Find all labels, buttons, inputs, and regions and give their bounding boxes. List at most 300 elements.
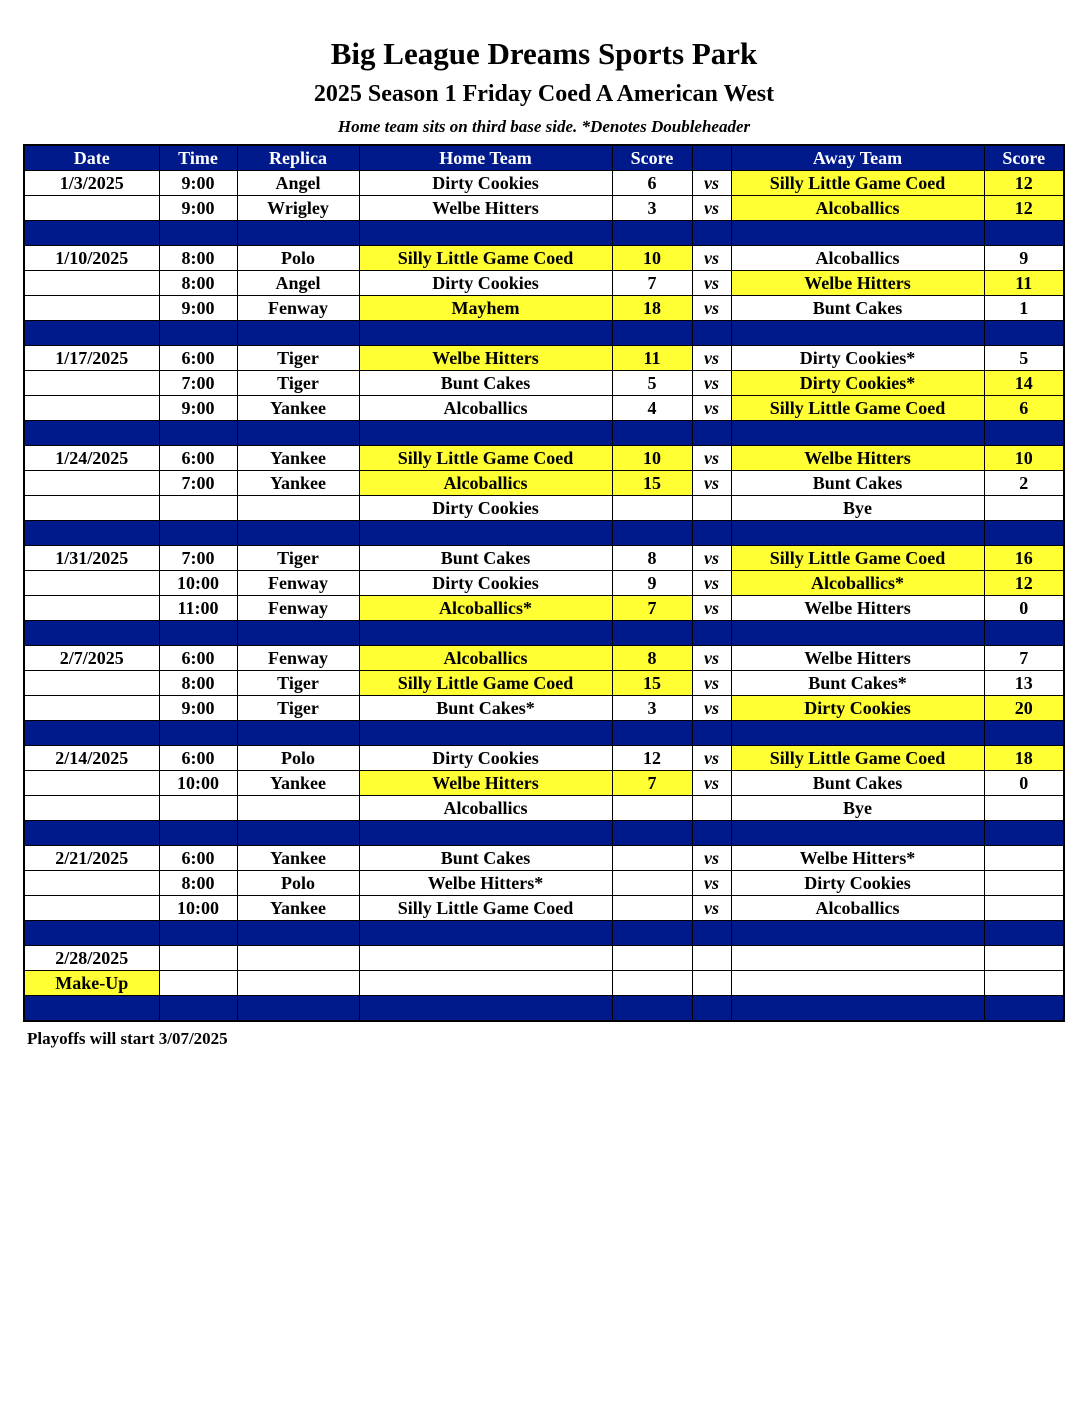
separator-cell [159,996,237,1022]
cell-time: 9:00 [159,296,237,321]
cell-away-score: 7 [984,646,1064,671]
cell-replica [237,971,359,996]
cell-date [24,796,159,821]
cell-away-score: 13 [984,671,1064,696]
cell-vs: vs [692,246,731,271]
cell-home-score [612,846,692,871]
separator-cell [159,421,237,446]
cell-replica: Yankee [237,396,359,421]
separator-cell [612,321,692,346]
cell-away-team: Alcoballics [731,196,984,221]
cell-date: 2/7/2025 [24,646,159,671]
cell-time: 6:00 [159,846,237,871]
cell-replica: Angel [237,271,359,296]
cell-home-team: Welbe Hitters [359,196,612,221]
cell-date [24,896,159,921]
separator-cell [24,721,159,746]
col-home-score: Score [612,145,692,171]
table-row [24,871,1064,896]
cell-vs [692,946,731,971]
separator-cell [359,521,612,546]
cell-time: 6:00 [159,346,237,371]
table-row [24,396,1064,421]
table-row [24,971,1064,996]
cell-vs: vs [692,846,731,871]
separator-cell [359,721,612,746]
cell-home-team: Dirty Cookies [359,271,612,296]
cell-date: 1/3/2025 [24,171,159,196]
col-time: Time [159,145,237,171]
cell-away-team: Dirty Cookies* [731,346,984,371]
separator-cell [159,921,237,946]
cell-home-team: Bunt Cakes [359,371,612,396]
cell-vs [692,971,731,996]
cell-away-team: Dirty Cookies [731,871,984,896]
cell-replica: Tiger [237,546,359,571]
cell-home-score [612,946,692,971]
cell-replica: Fenway [237,296,359,321]
cell-time [159,496,237,521]
cell-away-score: 10 [984,446,1064,471]
cell-replica: Angel [237,171,359,196]
separator-cell [731,996,984,1022]
cell-home-score [612,896,692,921]
separator-cell [237,221,359,246]
cell-home-team [359,946,612,971]
cell-replica [237,946,359,971]
cell-away-score: 5 [984,346,1064,371]
cell-date: 1/17/2025 [24,346,159,371]
cell-vs: vs [692,871,731,896]
schedule-body [24,171,1064,1022]
cell-home-team: Silly Little Game Coed [359,446,612,471]
cell-away-team: Bunt Cakes [731,771,984,796]
separator-row [24,621,1064,646]
separator-cell [692,821,731,846]
cell-vs [692,796,731,821]
cell-home-score: 9 [612,571,692,596]
separator-cell [359,421,612,446]
separator-cell [692,621,731,646]
separator-cell [692,996,731,1022]
separator-cell [692,521,731,546]
separator-cell [24,421,159,446]
table-row [24,796,1064,821]
cell-vs: vs [692,396,731,421]
cell-home-score: 8 [612,646,692,671]
cell-date: Make-Up [24,971,159,996]
cell-away-team: Welbe Hitters [731,271,984,296]
cell-away-score: 2 [984,471,1064,496]
table-row [24,546,1064,571]
cell-time: 9:00 [159,171,237,196]
separator-cell [612,996,692,1022]
cell-date [24,496,159,521]
table-row [24,696,1064,721]
separator-cell [692,921,731,946]
separator-cell [984,721,1064,746]
col-away-team: Away Team [731,145,984,171]
cell-vs: vs [692,646,731,671]
cell-date: 1/31/2025 [24,546,159,571]
separator-cell [159,521,237,546]
separator-cell [24,921,159,946]
cell-home-score [612,496,692,521]
cell-date: 2/21/2025 [24,846,159,871]
separator-cell [359,221,612,246]
cell-home-score: 4 [612,396,692,421]
separator-cell [237,521,359,546]
table-row [24,346,1064,371]
cell-away-team: Silly Little Game Coed [731,171,984,196]
cell-date [24,396,159,421]
separator-cell [24,621,159,646]
cell-vs: vs [692,546,731,571]
cell-vs: vs [692,271,731,296]
cell-away-score: 16 [984,546,1064,571]
cell-away-score: 0 [984,771,1064,796]
cell-date [24,271,159,296]
page-title: Big League Dreams Sports Park [330,36,758,71]
separator-cell [612,521,692,546]
cell-time: 7:00 [159,371,237,396]
table-row [24,271,1064,296]
cell-date [24,671,159,696]
cell-home-score: 3 [612,196,692,221]
cell-time: 8:00 [159,271,237,296]
cell-home-score: 5 [612,371,692,396]
separator-cell [237,621,359,646]
cell-away-team: Bunt Cakes [731,471,984,496]
cell-home-score: 15 [612,471,692,496]
cell-home-team: Alcoballics [359,796,612,821]
separator-cell [731,521,984,546]
separator-row [24,921,1064,946]
cell-home-team [359,971,612,996]
cell-date: 1/10/2025 [24,246,159,271]
cell-replica: Tiger [237,671,359,696]
table-row [24,746,1064,771]
cell-replica [237,496,359,521]
cell-away-team: Welbe Hitters [731,646,984,671]
separator-cell [692,721,731,746]
cell-replica: Yankee [237,471,359,496]
cell-away-score [984,496,1064,521]
table-row [24,296,1064,321]
cell-away-team: Alcoballics [731,246,984,271]
cell-away-score [984,896,1064,921]
cell-home-score: 6 [612,171,692,196]
separator-cell [612,221,692,246]
schedule-note: Home team sits on third base side. *Denotes Doubleheader [337,117,751,136]
cell-replica: Tiger [237,346,359,371]
cell-home-score: 10 [612,246,692,271]
page-subtitle: 2025 Season 1 Friday Coed A American West [313,81,775,107]
table-row [24,446,1064,471]
table-row [24,596,1064,621]
cell-home-team: Alcoballics [359,646,612,671]
cell-away-team: Alcoballics* [731,571,984,596]
schedule-table [23,144,1065,1022]
cell-home-team: Dirty Cookies [359,571,612,596]
cell-date [24,296,159,321]
cell-home-team: Welbe Hitters* [359,871,612,896]
separator-cell [159,321,237,346]
cell-vs: vs [692,596,731,621]
cell-away-team: Welbe Hitters [731,446,984,471]
cell-replica: Yankee [237,771,359,796]
separator-cell [237,921,359,946]
cell-date: 2/14/2025 [24,746,159,771]
separator-cell [24,321,159,346]
cell-replica [237,796,359,821]
cell-time: 6:00 [159,446,237,471]
separator-cell [984,221,1064,246]
cell-home-team: Bunt Cakes* [359,696,612,721]
cell-away-score: 9 [984,246,1064,271]
table-row [24,771,1064,796]
table-row [24,246,1064,271]
cell-home-score: 15 [612,671,692,696]
cell-time: 8:00 [159,671,237,696]
cell-time [159,946,237,971]
cell-vs: vs [692,771,731,796]
cell-time: 6:00 [159,646,237,671]
separator-cell [731,621,984,646]
separator-cell [731,821,984,846]
cell-away-score: 18 [984,746,1064,771]
separator-cell [984,996,1064,1022]
cell-home-team: Alcoballics* [359,596,612,621]
cell-away-team: Silly Little Game Coed [731,746,984,771]
cell-date [24,471,159,496]
table-row [24,496,1064,521]
cell-time: 11:00 [159,596,237,621]
separator-cell [24,996,159,1022]
table-row [24,646,1064,671]
separator-cell [731,421,984,446]
cell-replica: Fenway [237,596,359,621]
cell-away-team [731,946,984,971]
table-row [24,371,1064,396]
cell-time: 7:00 [159,546,237,571]
cell-home-score: 3 [612,696,692,721]
cell-time: 8:00 [159,246,237,271]
separator-row [24,996,1064,1022]
cell-vs: vs [692,696,731,721]
cell-date [24,696,159,721]
cell-away-team: Dirty Cookies* [731,371,984,396]
cell-vs: vs [692,571,731,596]
separator-cell [237,996,359,1022]
table-header-row [24,145,1064,171]
separator-cell [24,521,159,546]
separator-cell [612,621,692,646]
separator-cell [159,221,237,246]
cell-replica: Polo [237,871,359,896]
separator-row [24,721,1064,746]
cell-time: 6:00 [159,746,237,771]
cell-home-score [612,871,692,896]
separator-cell [159,621,237,646]
cell-replica: Fenway [237,646,359,671]
cell-away-team: Bye [731,796,984,821]
cell-away-score: 0 [984,596,1064,621]
separator-cell [984,621,1064,646]
cell-replica: Fenway [237,571,359,596]
cell-away-score: 6 [984,396,1064,421]
cell-away-score [984,846,1064,871]
separator-cell [359,621,612,646]
cell-away-team [731,971,984,996]
cell-time [159,971,237,996]
cell-time [159,796,237,821]
cell-vs: vs [692,296,731,321]
cell-date [24,371,159,396]
separator-row [24,521,1064,546]
cell-away-score [984,871,1064,896]
table-row [24,846,1064,871]
table-row [24,171,1064,196]
separator-row [24,421,1064,446]
cell-home-team: Alcoballics [359,396,612,421]
cell-vs: vs [692,471,731,496]
separator-cell [24,821,159,846]
table-row [24,196,1064,221]
cell-away-score: 12 [984,196,1064,221]
cell-home-team: Bunt Cakes [359,846,612,871]
cell-home-score [612,971,692,996]
cell-away-score: 1 [984,296,1064,321]
cell-home-score: 18 [612,296,692,321]
cell-time: 8:00 [159,871,237,896]
cell-home-score: 7 [612,596,692,621]
cell-vs: vs [692,171,731,196]
separator-cell [612,421,692,446]
separator-cell [612,921,692,946]
separator-row [24,221,1064,246]
playoffs-note: Playoffs will start 3/07/2025 [27,1029,228,1048]
cell-date [24,871,159,896]
cell-vs: vs [692,896,731,921]
separator-cell [359,821,612,846]
cell-replica: Polo [237,746,359,771]
cell-replica: Tiger [237,371,359,396]
separator-cell [731,221,984,246]
cell-away-team: Silly Little Game Coed [731,546,984,571]
table-row [24,896,1064,921]
separator-cell [731,721,984,746]
cell-vs: vs [692,446,731,471]
col-replica: Replica [237,145,359,171]
cell-home-score: 7 [612,771,692,796]
separator-cell [237,721,359,746]
col-home-team: Home Team [359,145,612,171]
cell-away-team: Bunt Cakes [731,296,984,321]
cell-vs [692,496,731,521]
cell-home-team: Silly Little Game Coed [359,671,612,696]
cell-date: 2/28/2025 [24,946,159,971]
separator-cell [984,321,1064,346]
cell-replica: Tiger [237,696,359,721]
cell-away-team: Alcoballics [731,896,984,921]
cell-home-team: Silly Little Game Coed [359,246,612,271]
cell-home-team: Dirty Cookies [359,496,612,521]
cell-home-team: Silly Little Game Coed [359,896,612,921]
cell-away-score [984,796,1064,821]
cell-vs: vs [692,346,731,371]
table-row [24,946,1064,971]
cell-vs: vs [692,196,731,221]
separator-cell [359,996,612,1022]
cell-away-score: 12 [984,171,1064,196]
table-row [24,471,1064,496]
separator-cell [731,921,984,946]
separator-cell [237,421,359,446]
cell-home-team: Mayhem [359,296,612,321]
cell-vs: vs [692,746,731,771]
cell-vs: vs [692,371,731,396]
col-away-score: Score [984,145,1064,171]
cell-away-team: Silly Little Game Coed [731,396,984,421]
cell-away-team: Welbe Hitters* [731,846,984,871]
cell-vs: vs [692,671,731,696]
cell-time: 10:00 [159,771,237,796]
cell-home-score [612,796,692,821]
cell-time: 9:00 [159,396,237,421]
cell-away-team: Welbe Hitters [731,596,984,621]
separator-cell [692,421,731,446]
cell-home-team: Welbe Hitters [359,346,612,371]
col-vs [692,145,731,171]
cell-home-score: 10 [612,446,692,471]
cell-replica: Yankee [237,446,359,471]
col-date: Date [24,145,159,171]
separator-cell [984,921,1064,946]
cell-away-team: Bunt Cakes* [731,671,984,696]
cell-home-team: Dirty Cookies [359,171,612,196]
cell-home-team: Dirty Cookies [359,746,612,771]
cell-away-score [984,946,1064,971]
cell-date [24,196,159,221]
cell-away-score: 20 [984,696,1064,721]
cell-home-team: Welbe Hitters [359,771,612,796]
cell-home-score: 8 [612,546,692,571]
separator-row [24,821,1064,846]
separator-cell [984,821,1064,846]
cell-away-score [984,971,1064,996]
cell-time: 10:00 [159,571,237,596]
separator-cell [692,221,731,246]
cell-replica: Yankee [237,846,359,871]
separator-cell [612,721,692,746]
cell-time: 9:00 [159,196,237,221]
separator-cell [692,321,731,346]
separator-cell [159,721,237,746]
cell-time: 7:00 [159,471,237,496]
separator-cell [237,821,359,846]
cell-home-score: 11 [612,346,692,371]
separator-cell [24,221,159,246]
separator-cell [612,821,692,846]
cell-replica: Polo [237,246,359,271]
cell-time: 9:00 [159,696,237,721]
separator-cell [731,321,984,346]
cell-date [24,571,159,596]
separator-cell [984,421,1064,446]
cell-date [24,596,159,621]
cell-away-score: 11 [984,271,1064,296]
